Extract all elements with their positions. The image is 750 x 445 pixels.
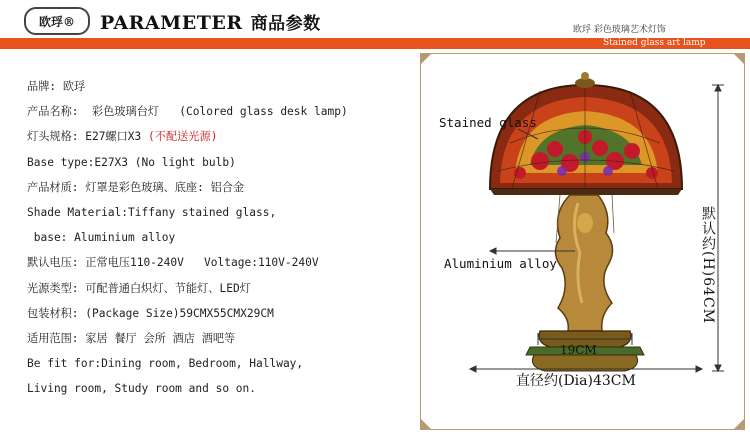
brand-logo: 欧琈® — [24, 7, 90, 35]
spec-line: 产品名称: 彩色玻璃台灯 (Colored glass desk lamp) — [27, 105, 348, 119]
height-dimension-label: 默认约(H)64CM — [700, 206, 716, 324]
spec-line: Be fit for:Dining room, Bedroom, Hallway, — [27, 357, 304, 371]
diameter-dimension-label: 直径约(Dia)43CM — [516, 373, 636, 389]
brand-tagline-en: Stained glass art lamp — [603, 38, 706, 48]
lamp-shade — [490, 72, 682, 195]
spec-line: 产品材质: 灯罩是彩色玻璃、底座: 铝合金 — [27, 180, 245, 194]
spec-line: 包装材积: (Package Size)59CMX55CMX29CM — [27, 306, 274, 320]
spec-line: Shade Material:Tiffany stained glass, — [27, 205, 277, 219]
spec-line: 光源类型: 可配普通白炽灯、节能灯、LED灯 — [27, 281, 251, 295]
spec-list — [27, 74, 348, 401]
spec-line: 灯头规格: E27螺口X3 (不配送光源) — [27, 130, 218, 144]
spec-line: 品牌: 欧琈 — [27, 80, 86, 93]
spec-line: Base type:E27X3 (No light bulb) — [27, 155, 236, 169]
callout-stained-glass: Stained glass — [439, 115, 537, 130]
base-width-label: 19CM — [560, 343, 597, 357]
no-bulb-note: (不配送光源) — [148, 130, 218, 144]
page-title — [100, 9, 321, 34]
brand-tagline: 欧琈 彩色玻璃艺术灯饰 — [573, 25, 666, 35]
spec-line: 适用范围: 家居 餐厅 会所 酒店 酒吧等 — [27, 331, 236, 345]
title-en: PARAMETER — [100, 12, 243, 34]
spec-line: 默认电压: 正常电压110-240V Voltage:110V-240V — [27, 256, 319, 270]
callout-aluminium-alloy: Aluminium alloy — [444, 256, 557, 271]
spec-line: base: Aluminium alloy — [27, 231, 176, 245]
spec-line: Living room, Study room and so on. — [27, 382, 257, 396]
title-cn: 商品参数 — [250, 14, 321, 34]
